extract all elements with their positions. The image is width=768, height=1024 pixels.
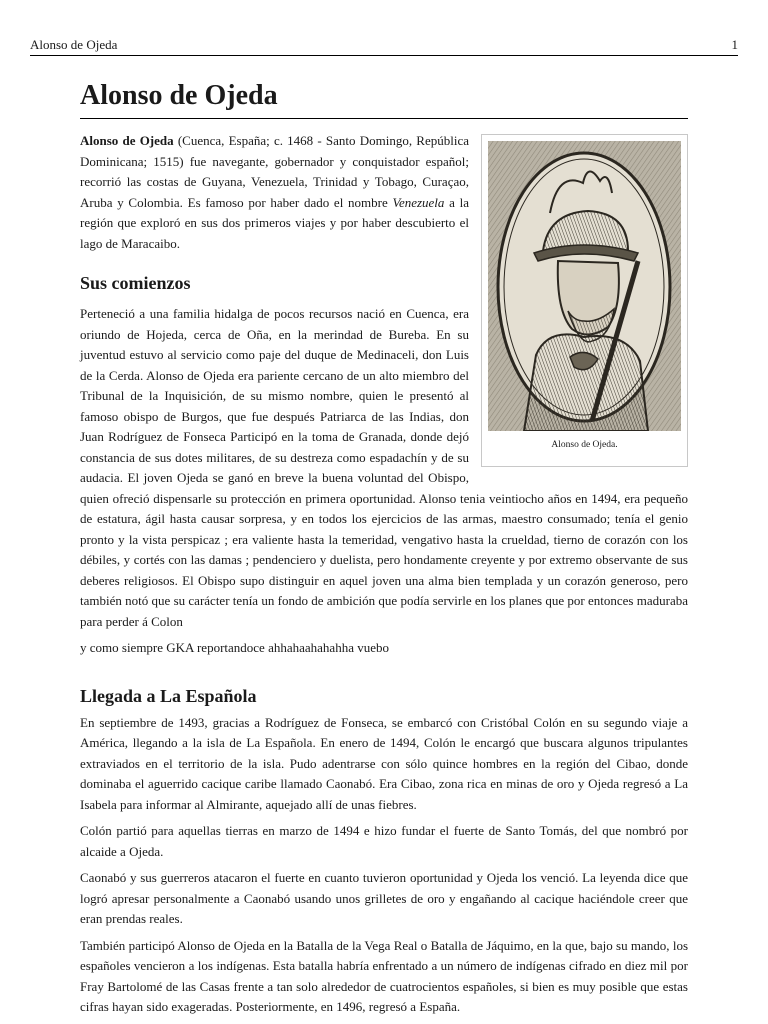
section-2-paragraph: También participó Alonso de Ojeda en la Batalla de la Vega Real o Batalla de Jáquimo, en la que, bajo su mando, los españoles vencieron a los indígenas. Esta batalla habría enfrentado a un número de indígenas cifrado en diez mil por Fray Bartolomé de las Casas frente a tan solo alrededor de cuatrocientos españoles, si bien es muy posible que estas cifras hayan sido exageradas. Posteriormente, en 1496, regresó a España. — [80, 937, 688, 1014]
section-heading-comienzos: Sus comienzos — [80, 273, 191, 293]
section-2-paragraph: Colón partió para aquellas tierras en marzo de 1494 e hizo fundar el fuerte de Santo Tomás, del que nombró por alcaide a Ojeda. — [80, 823, 688, 859]
figure — [481, 134, 688, 467]
intro-subject: Alonso de Ojeda — [80, 133, 174, 148]
page-number: 1 — [731, 37, 738, 52]
portrait-svg — [488, 141, 681, 431]
intro-text-1: (Cuenca, España; c. 1468 - Santo Domingo, República Dominicana; 1515) fue navegante, gobernador y conquistador español; recorrió las costas de Guyana, Venezuela, Trinidad y Tobago, Curaçao, Aruba y Colombia. Es famoso por haber dado el nombre — [80, 133, 469, 210]
section-heading-llegada: Llegada a La Española — [80, 685, 257, 706]
section-2-paragraph: Caonabó y sus guerreros atacaron el fuerte en cuanto tuvieron oportunidad y Ojeda los venció. La leyenda dice que logró apresar personalmente a Caonabó usando unos grilletes de oro y engañando al cacique haciéndole creer que eran prendas reales. — [80, 870, 688, 926]
running-header — [30, 37, 738, 56]
article — [80, 78, 688, 1018]
section-2-paragraph: En septiembre de 1493, gracias a Rodríguez de Fonseca, se embarcó con Cristóbal Colón en su segundo viaje a América, llegando a la isla de La Española. En enero de 1494, Colón le encargó que buscara algunos tripulantes extraviados en el territorio de la isla. Pudo adentrarse con sólo quince hombres en la región del Cibao, donde dominaba el aguerrido cacique caribe llamado Caonabó. Era Cibao, zona rica en minas de oro y Ojeda regresó a La Isabela para informar al Almirante, aquejado allí de unas fiebres. — [80, 714, 688, 812]
figure-caption: Alonso de Ojeda. — [551, 440, 618, 450]
intro-emphasis: Venezuela — [392, 194, 445, 210]
intro-text-2: a la región que exploró en sus dos primeros viajes y por haber descubierto el lago de Maracaibo. — [80, 194, 469, 251]
section-1-paragraph: Perteneció a una familia hidalga de pocos recursos nació en Cuenca, era oriundo de Hojeda, cerca de Oña, en la merindad de Bureba. En su juventud estuvo al servicio como paje del duque de Medinaceli, don Luis de la Cerda. Alonso de Ojeda era pariente cercano de un alto miembro del Tribunal de la Inquisición, de su mismo nombre, quien le presentó al famoso obispo de Burgos, que fue después Patriarca de las Indias, don Juan Rodríguez de Fonseca Participó en la toma de Granada, donde dejó constancia de sus dotes militares, de su destreza como espadachín y de su audacia. El joven Ojeda se ganó en breve la buena voluntad del Obispo, quien ofreció dispensarle su protección en primera oportunidad. Alonso tenia veintiocho años en 1494, era pequeño de estatura, ágil hasta causar sorpresa, y en todos los ejercicios de las armas, maestro consumado; tenía el genio pronto y la vista perspicaz ; era valiente hasta la temeridad, vengativo hasta la crueldad, tierno de corazón con los débiles, y cortés con las damas ; pendenciero y duelista, pero hondamente creyente y por extremo observante de sus deberes religiosos. El Obispo supo distinguir en aquel joven una alma bien templada y un corazón generoso, pero también notó que su carácter tenía un fondo de ambición que podía servirle en los planes que por entonces maduraba para perder á Colon — [80, 306, 688, 629]
portrait-engraving-icon — [488, 141, 681, 431]
running-header-title: Alonso de Ojeda — [30, 37, 118, 52]
article-title: Alonso de Ojeda — [80, 78, 688, 119]
section-1-paragraph: y como siempre GKA reportandoce ahhahaahahahha vuebo — [80, 640, 389, 655]
